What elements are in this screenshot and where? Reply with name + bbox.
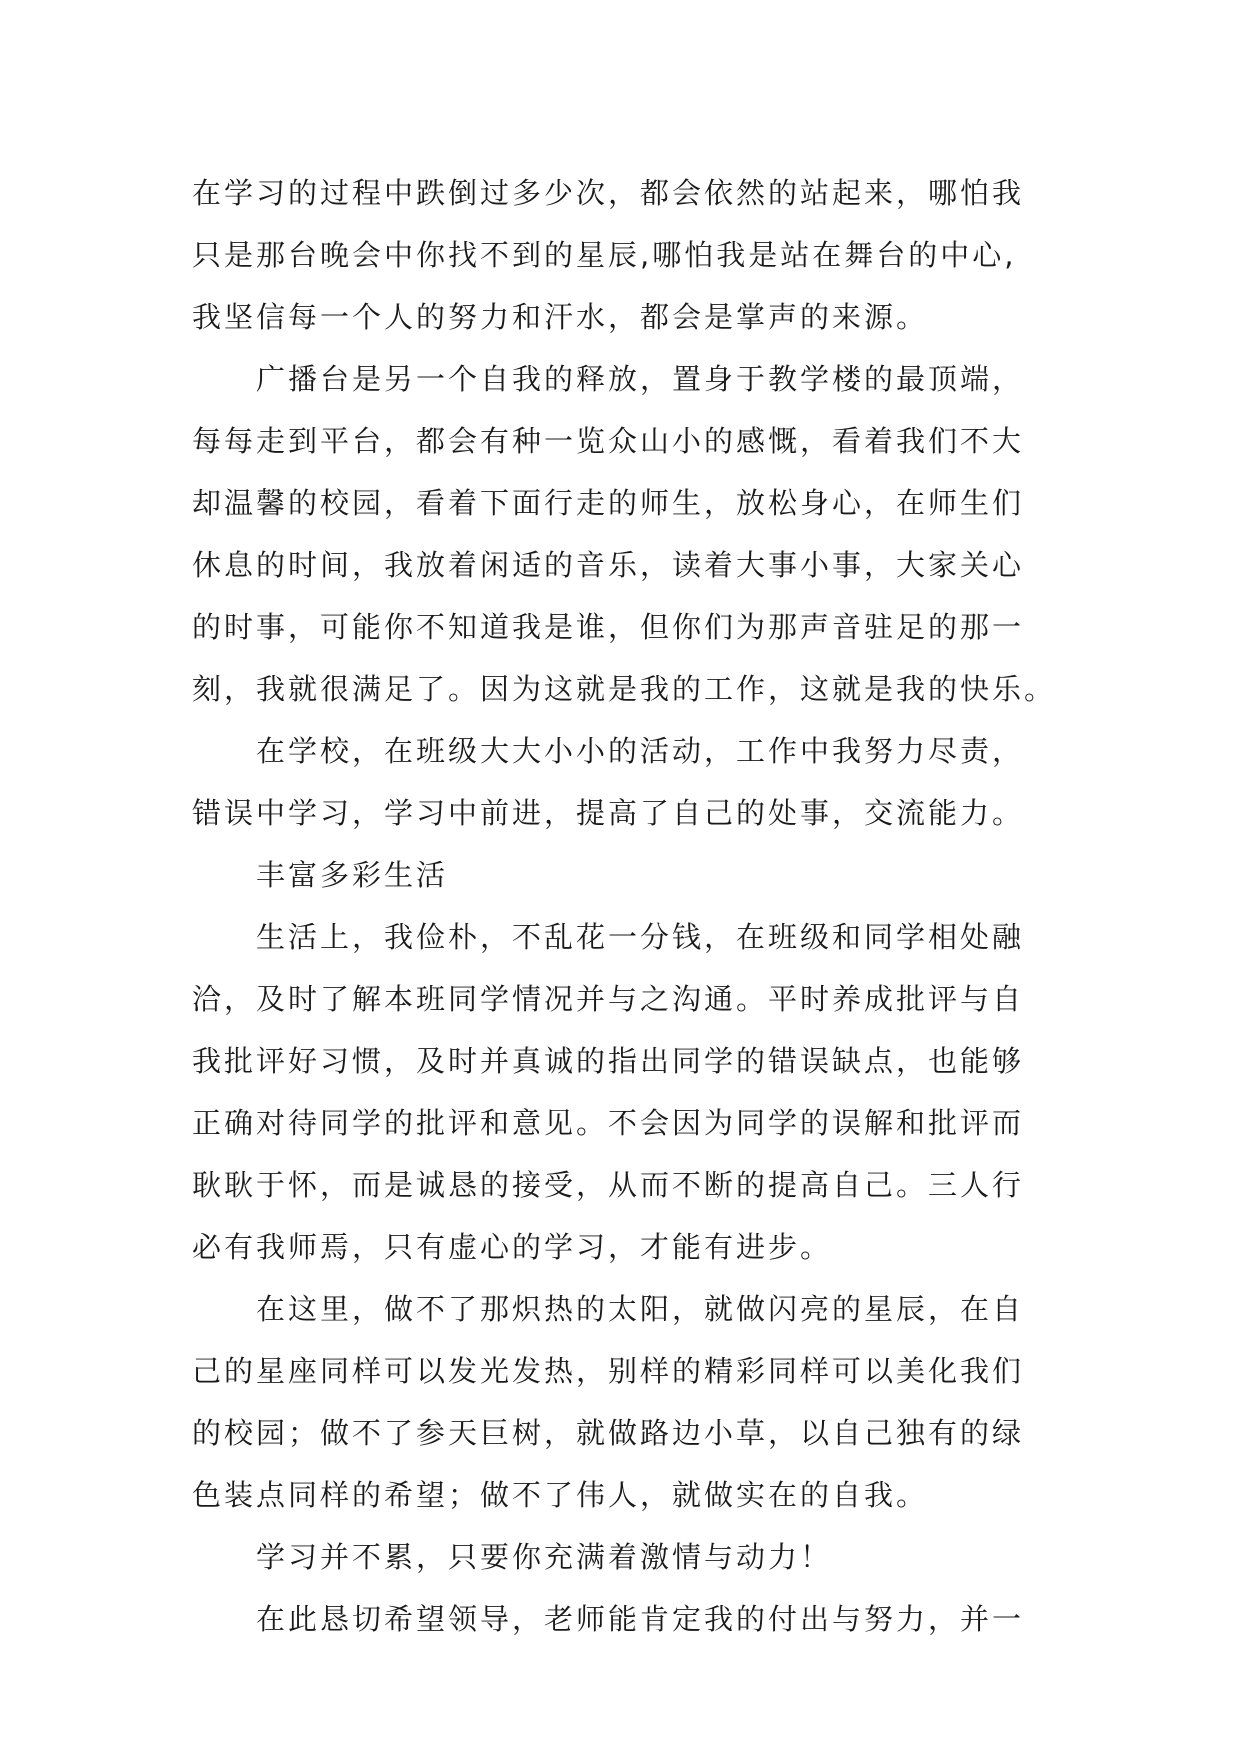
paragraph-first-line: 生活上，我俭朴，不乱花一分钱，在班级和同学相处融 [256,920,1025,954]
text-line: 色装点同样的希望；做不了伟人，就做实在的自我。 [192,1478,929,1512]
paragraph-first-line: 广播台是另一个自我的释放，置身于教学楼的最顶端， [256,362,1025,396]
paragraph-first-line: 在此恳切希望领导，老师能肯定我的付出与努力，并一 [256,1602,1025,1636]
text-line: 每每走到平台，都会有种一览众山小的感慨，看着我们不大 [192,424,1025,458]
text-line: 的校园；做不了参天巨树，就做路边小草，以自己独有的绿 [192,1416,1025,1450]
text-line: 耿耿于怀，而是诚恳的接受，从而不断的提高自己。三人行 [192,1168,1025,1202]
text-line: 刻，我就很满足了。因为这就是我的工作，这就是我的快乐。 [192,672,1057,706]
text-line: 正确对待同学的批评和意见。不会因为同学的误解和批评而 [192,1106,1025,1140]
text-line: 己的星座同样可以发光发热，别样的精彩同样可以美化我们 [192,1354,1025,1388]
text-line: 必有我师焉，只有虚心的学习，才能有进步。 [192,1230,833,1264]
text-line: 休息的时间，我放着闲适的音乐，读着大事小事，大家关心 [192,548,1025,582]
text-line: 我坚信每一个人的努力和汗水，都会是掌声的来源。 [192,300,929,334]
paragraph-first-line: 学习并不累，只要你充满着激情与动力！ [256,1540,833,1574]
paragraph-first-line: 在这里，做不了那炽热的太阳，就做闪亮的星辰，在自 [256,1292,1025,1326]
text-line: 错误中学习，学习中前进，提高了自己的处事，交流能力。 [192,796,1025,830]
document-body [192,162,1072,1650]
text-line: 却温馨的校园，看着下面行走的师生，放松身心，在师生们 [192,486,1025,520]
text-line: 只是那台晚会中你找不到的星辰,哪怕我是站在舞台的中心, [192,238,1017,272]
text-line: 在学习的过程中跌倒过多少次，都会依然的站起来，哪怕我 [192,176,1025,210]
text-line: 洽，及时了解本班同学情况并与之沟通。平时养成批评与自 [192,982,1025,1016]
paragraph-first-line: 在学校，在班级大大小小的活动，工作中我努力尽责， [256,734,1025,768]
section-heading: 丰富多彩生活 [256,858,449,892]
text-line: 的时事，可能你不知道我是谁，但你们为那声音驻足的那一 [192,610,1025,644]
text-line: 我批评好习惯，及时并真诚的指出同学的错误缺点，也能够 [192,1044,1025,1078]
